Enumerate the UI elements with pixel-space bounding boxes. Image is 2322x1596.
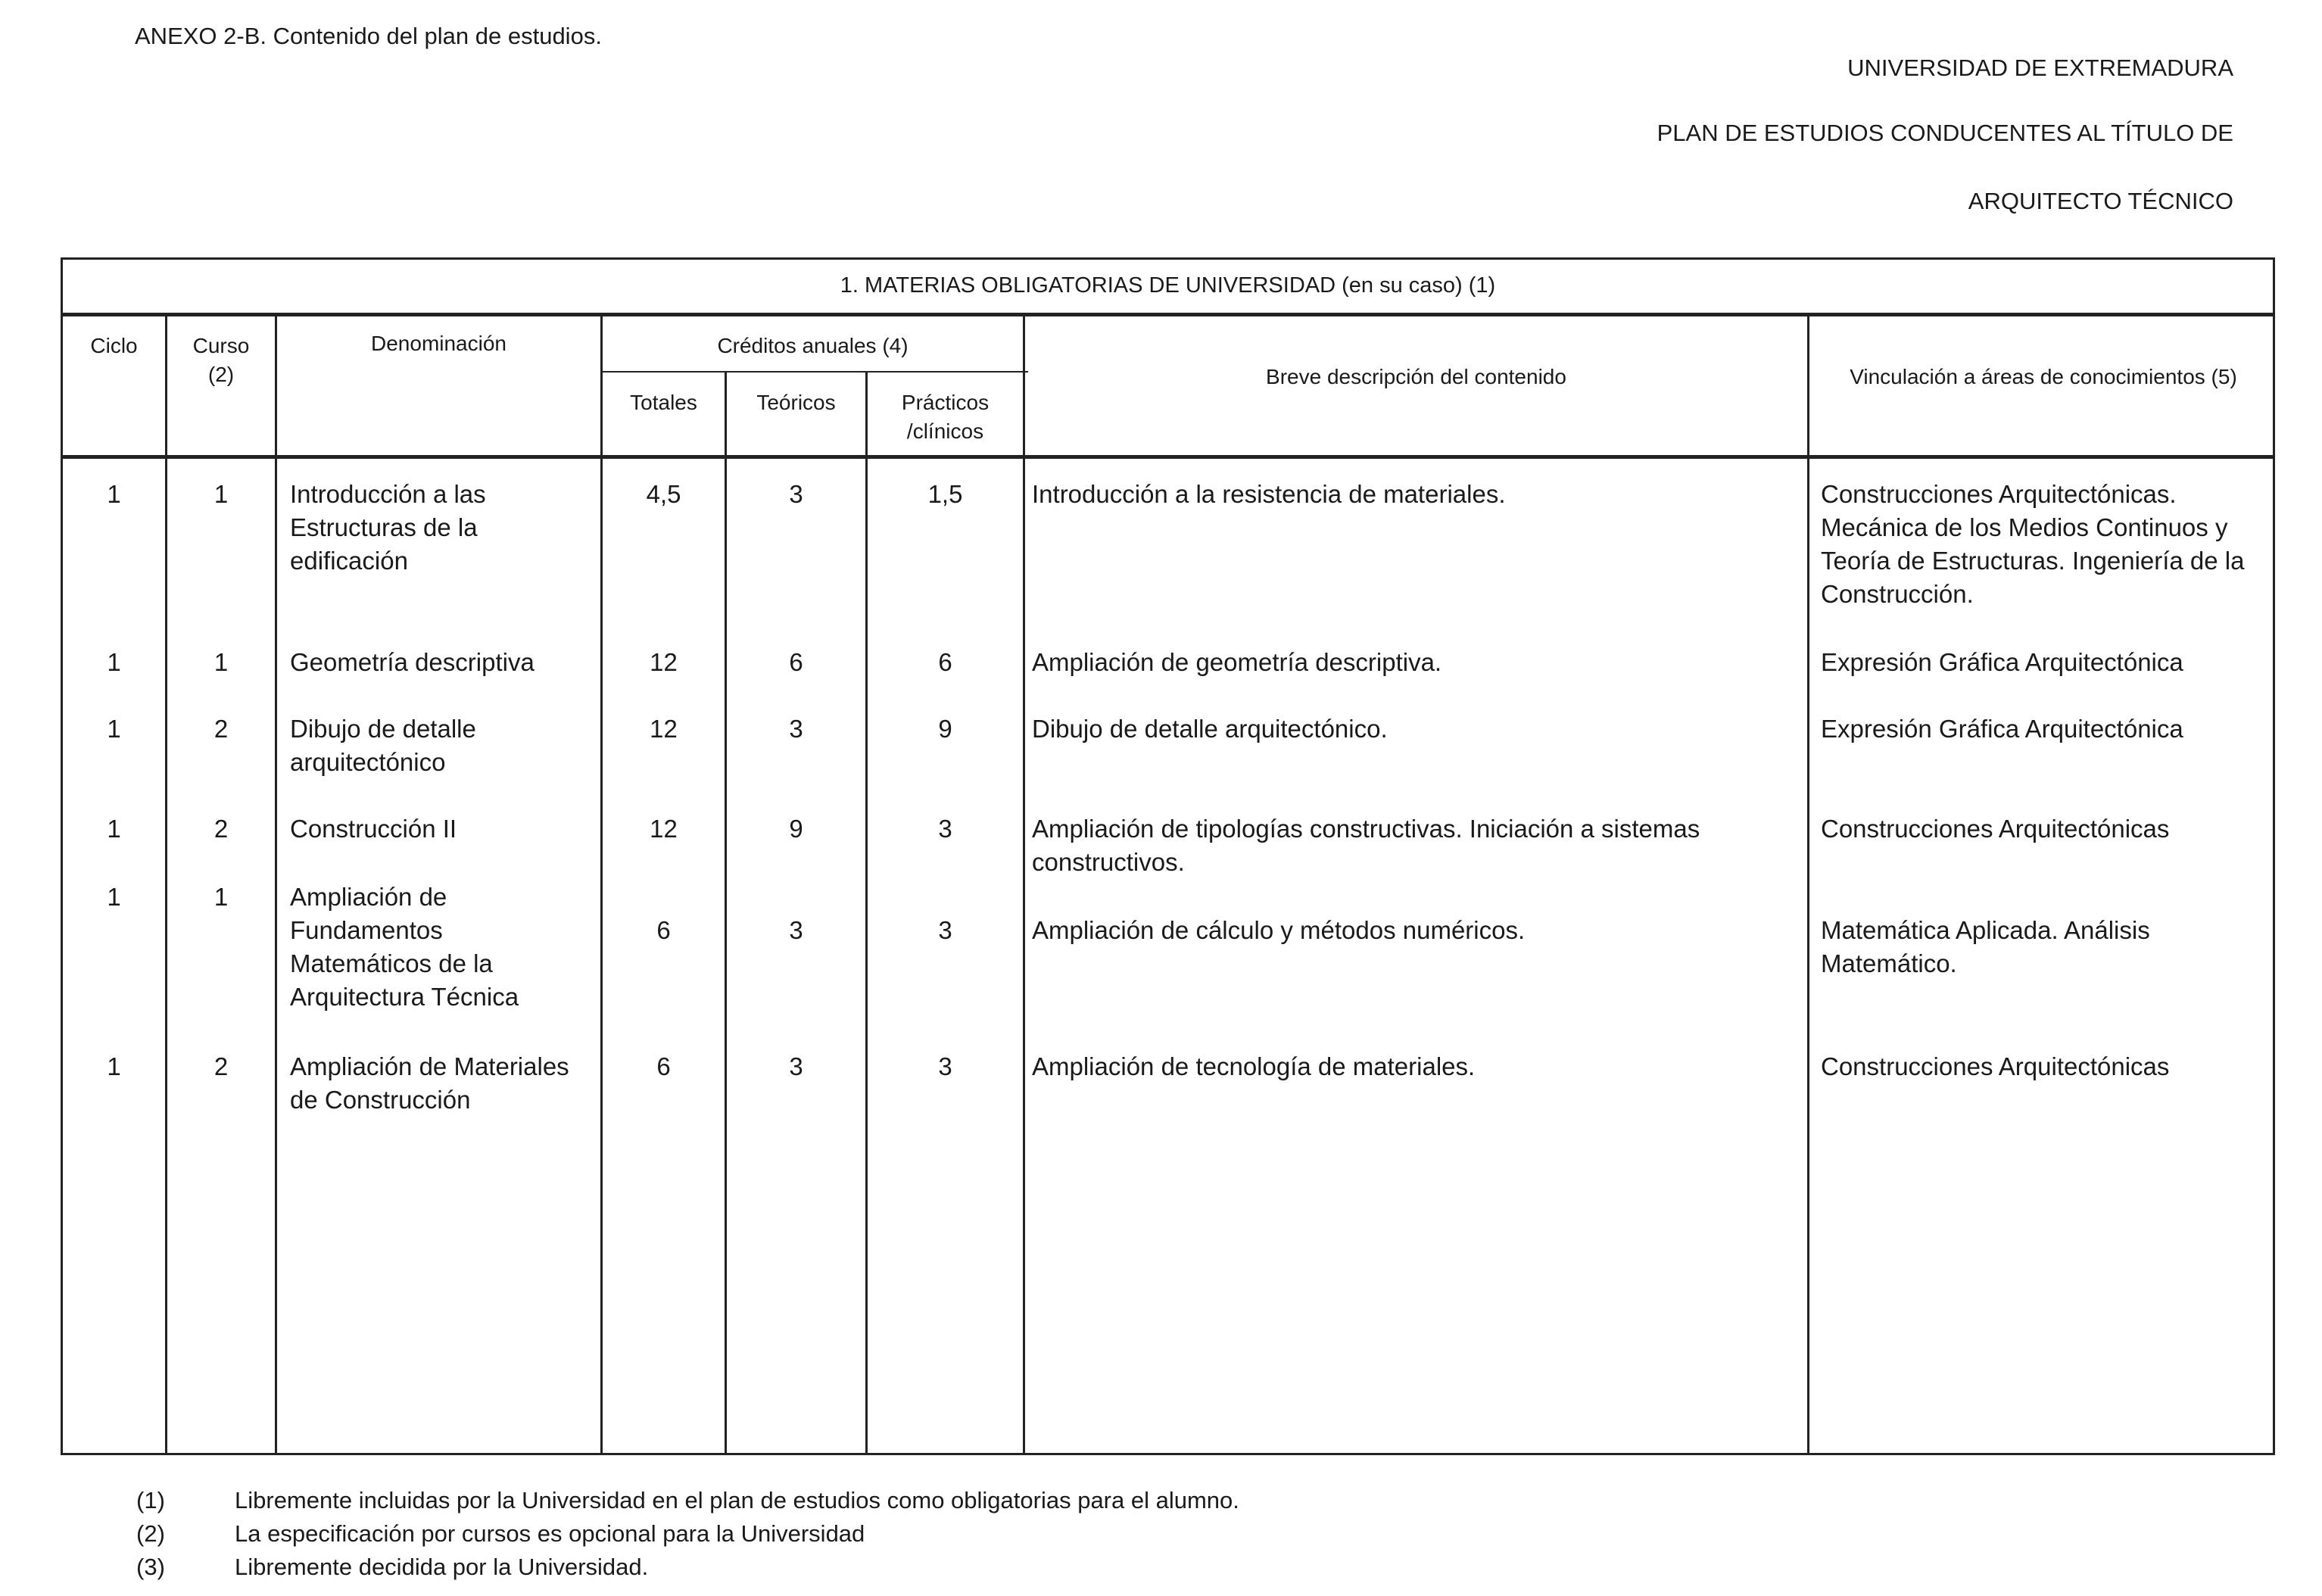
cell-ciclo: 1	[107, 648, 121, 676]
footnote-text: La especificación por cursos es opcional para la Universidad	[235, 1520, 865, 1547]
cell-descripcion: Ampliación de tecnología de materiales.	[1032, 1052, 1476, 1080]
cell-vinculacion: Expresión Gráfica Arquitectónica	[1821, 715, 2183, 743]
col-divider	[725, 372, 727, 1453]
header-creditos: Créditos anuales (4)	[717, 334, 909, 357]
footnote-text: Libremente decidida por la Universidad.	[235, 1554, 649, 1580]
header-totales: Totales	[630, 391, 697, 414]
header-curso	[167, 332, 275, 389]
annex-title: ANEXO 2-B. Contenido del plan de estudios.	[135, 23, 602, 49]
footnote-text: Libremente incluidas por la Universidad en el plan de estudios como obligatorias para el alumno.	[235, 1487, 1239, 1513]
col-divider	[865, 372, 868, 1453]
cell-denominacion: Geometría descriptiva	[290, 648, 535, 676]
plan-title-line1: PLAN DE ESTUDIOS CONDUCENTES AL TÍTULO DE	[1657, 120, 2233, 146]
cell-descripcion: Ampliación de cálculo y métodos numéricos.	[1032, 916, 1526, 944]
cell-practicos: 3	[938, 916, 952, 944]
cell-descripcion: Ampliación de geometría descriptiva.	[1032, 648, 1442, 676]
cell-teoricos: 3	[789, 715, 803, 743]
header-curso-label: Curso	[192, 334, 250, 357]
cell-curso: 2	[213, 715, 229, 743]
cell-vinculacion: Construcciones Arquitectónicas. Mecánica de los Medios Continuos y Teoría de Estructuras. Ingeniería de la Construcción.	[1821, 480, 2245, 608]
col-divider	[1807, 315, 1809, 1453]
col-divider	[1023, 315, 1025, 1453]
cell-denominacion: Dibujo de detalle arquitectónico	[290, 715, 476, 776]
col-divider	[275, 315, 277, 1453]
cell-practicos: 9	[938, 715, 952, 743]
subjects-table	[61, 257, 2275, 1455]
footnote-number: (1)	[136, 1487, 165, 1513]
header-teoricos: Teóricos	[756, 391, 836, 414]
plan-title-line2: ARQUITECTO TÉCNICO	[1968, 188, 2233, 214]
footnote-number: (3)	[136, 1554, 165, 1580]
cell-descripcion: Ampliación de tipologías constructivas. Iniciación a sistemas constructivos.	[1032, 815, 1700, 876]
cell-teoricos: 3	[789, 1052, 803, 1080]
cell-curso: 2	[213, 815, 229, 843]
cell-practicos: 6	[938, 648, 952, 676]
cell-practicos: 3	[938, 1052, 952, 1080]
cell-vinculacion: Construcciones Arquitectónicas	[1821, 815, 2170, 843]
cell-curso: 1	[213, 480, 229, 508]
cell-ciclo: 1	[107, 715, 121, 743]
cell-curso: 1	[213, 648, 229, 676]
header-ciclo: Ciclo	[90, 334, 138, 357]
cell-totales: 12	[650, 648, 678, 676]
cell-ciclo: 1	[107, 1052, 121, 1080]
header-descripcion: Breve descripción del contenido	[1266, 365, 1566, 388]
header-practicos	[868, 388, 1023, 446]
footnotes	[0, 1484, 2322, 1590]
cell-totales: 6	[656, 916, 671, 944]
cell-denominacion: Introducción a las Estructuras de la edificación	[290, 480, 486, 575]
section-title: 1. MATERIAS OBLIGATORIAS DE UNIVERSIDAD (en su caso) (1)	[840, 273, 1496, 298]
rule-credits-subheader	[602, 371, 1028, 373]
cell-practicos: 1,5	[927, 480, 963, 508]
cell-teoricos: 3	[789, 480, 803, 508]
cell-denominacion: Construcción II	[290, 815, 457, 843]
cell-teoricos: 3	[789, 916, 803, 944]
cell-denominacion: Ampliación de Materiales de Construcción	[290, 1052, 569, 1114]
rule-below-headers	[63, 455, 2273, 459]
header-practicos-label: Prácticos	[901, 391, 990, 414]
cell-vinculacion: Construcciones Arquitectónicas	[1821, 1052, 2170, 1080]
header-practicos-sub: /clínicos	[906, 419, 984, 443]
cell-totales: 12	[650, 815, 678, 843]
university-name: UNIVERSIDAD DE EXTREMADURA	[1847, 55, 2233, 81]
cell-totales: 4,5	[646, 480, 681, 508]
cell-totales: 12	[650, 715, 678, 743]
cell-denominacion: Ampliación de Fundamentos Matemáticos de la Arquitectura Técnica	[290, 883, 519, 1011]
cell-teoricos: 6	[789, 648, 803, 676]
header-denominacion: Denominación	[371, 332, 506, 355]
cell-totales: 6	[656, 1052, 671, 1080]
header-curso-note: (2)	[207, 363, 235, 386]
cell-vinculacion: Matemática Aplicada. Análisis Matemático.	[1821, 916, 2150, 977]
cell-vinculacion: Expresión Gráfica Arquitectónica	[1821, 648, 2183, 676]
cell-ciclo: 1	[107, 480, 121, 508]
cell-curso: 1	[213, 883, 229, 911]
cell-descripcion: Introducción a la resistencia de materiales.	[1032, 480, 1506, 508]
cell-practicos: 3	[938, 815, 952, 843]
footnote-number: (2)	[136, 1520, 165, 1547]
rule-below-title	[63, 313, 2273, 316]
cell-descripcion: Dibujo de detalle arquitectónico.	[1032, 715, 1388, 743]
cell-ciclo: 1	[107, 815, 121, 843]
cell-curso: 2	[213, 1052, 229, 1080]
cell-teoricos: 9	[789, 815, 803, 843]
cell-ciclo: 1	[107, 883, 121, 911]
header-vinculacion: Vinculación a áreas de conocimientos (5)	[1850, 365, 2237, 388]
